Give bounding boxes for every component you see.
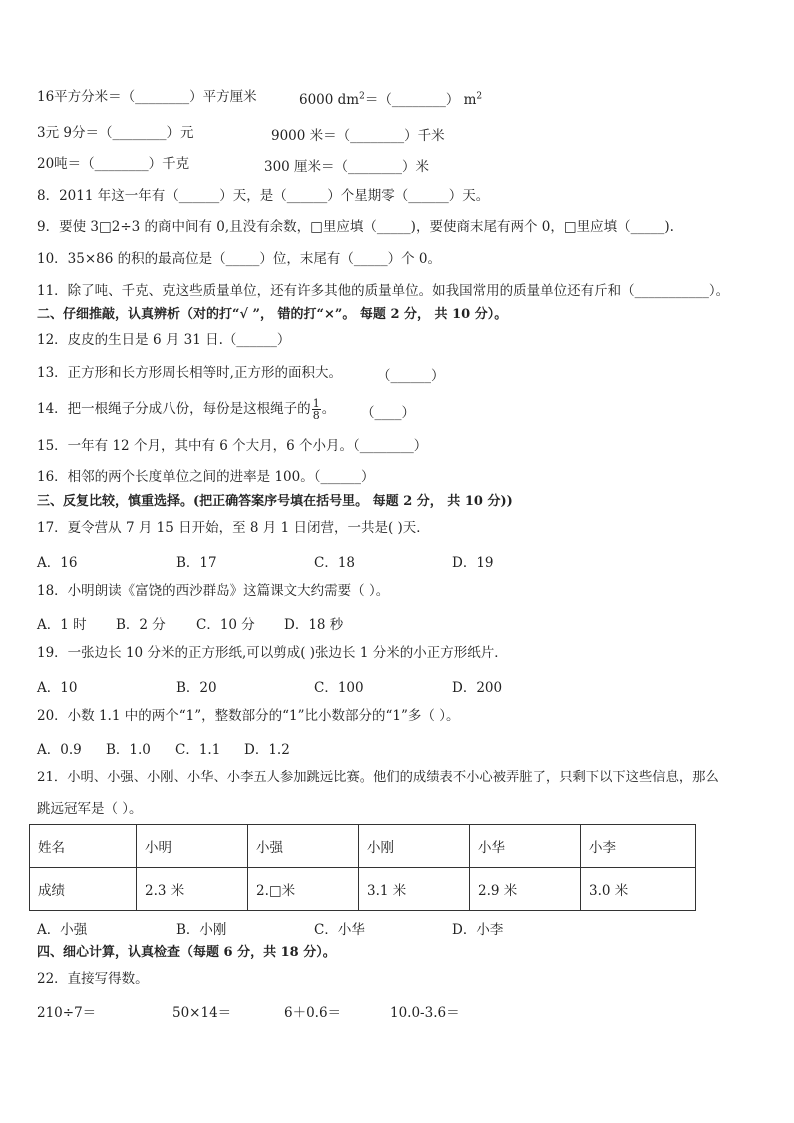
q20-option-b: B．1.0: [106, 742, 151, 758]
table-cell: 小明: [137, 825, 248, 868]
question-16: 16．相邻的两个长度单位之间的进率是 100。（______）: [37, 469, 375, 485]
q17-option-a: A．16: [37, 555, 78, 571]
table-cell: 成绩: [30, 868, 137, 911]
table-row: [30, 825, 696, 868]
table-cell: 姓名: [30, 825, 137, 868]
section-2-heading: 二、仔细推敲，认真辨析（对的打“√ ”， 错的打“×”。 每题 2 分， 共 10 分）。: [37, 307, 508, 322]
conversion-1b: 6000 $dm^2=(\_\_\_\_\_\_\_\_)$ $m^2$: [299, 91, 483, 108]
table-cell: 小李: [581, 825, 696, 868]
q20-option-a: A．0.9: [37, 742, 82, 758]
question-13: 13．正方形和长方形周长相等时,正方形的面积大。: [37, 365, 342, 381]
question-22: 22．直接写得数。: [37, 971, 149, 987]
calc-1: 210÷7＝: [37, 1005, 97, 1021]
q21-option-a: A．小强: [37, 922, 88, 938]
conversion-2b: 9000 米＝（________）千米: [271, 128, 445, 144]
calc-2: 50×14＝: [172, 1005, 232, 1021]
question-20: 20．小数 1.1 中的两个“1”，整数部分的“1”比小数部分的“1”多（ ）。: [37, 708, 460, 724]
question-11: 11．除了吨、千克、克这些质量单位，还有许多其他的质量单位。如我国常用的质量单位还有斤和（___________）。: [37, 283, 730, 299]
question-10: 10．35×86 的积的最高位是（_____）位，末尾有（_____）个 0。: [37, 251, 442, 267]
q21-option-b: B．小刚: [176, 922, 227, 938]
q17-option-b: B．17: [176, 555, 217, 571]
calc-4: 10.0-3.6＝: [390, 1005, 460, 1021]
question-8: 8．2011 年这一年有（______）天，是（______）个星期零（______）天。: [37, 188, 490, 204]
table-cell: 小华: [470, 825, 581, 868]
q21-option-c: C．小华: [314, 922, 365, 938]
table-row: [30, 868, 696, 911]
table-cell: 小刚: [359, 825, 470, 868]
score-table: [29, 824, 696, 911]
q20-option-c: C．1.1: [175, 742, 221, 758]
question-21-line-2: 跳远冠军是（ ）。: [37, 801, 143, 817]
conversion-3a: 20吨＝（________）千克: [37, 156, 190, 172]
question-9: 9．要使 3□2÷3 的商中间有 0,且没有余数，□里应填（_____)，要使商末尾有两个 0，□里应填（_____).: [37, 219, 674, 235]
q21-option-d: D．小李: [452, 922, 504, 938]
q19-option-c: C．100: [314, 680, 364, 696]
q18-option-d: D．18 秒: [284, 617, 344, 633]
question-18: 18．小明朗读《富饶的西沙群岛》这篇课文大约需要（ ）。: [37, 583, 390, 599]
q17-option-d: D．19: [452, 555, 494, 571]
q18-option-a: A．1 时: [37, 617, 87, 633]
conversion-row-2: [37, 124, 193, 142]
question-15: 15．一年有 12 个月，其中有 6 个大月，6 个小月。（________）: [37, 438, 428, 454]
table-cell: 2.9 米: [470, 868, 581, 911]
q19-option-d: D．200: [452, 680, 503, 696]
table-cell: 3.0 米: [581, 868, 696, 911]
table-cell: 2.□米: [248, 868, 359, 911]
conversion-3b: 300 厘米＝（________）米: [264, 159, 430, 175]
q18-option-b: B．2 分: [116, 617, 166, 633]
table-cell: 3.1 米: [359, 868, 470, 911]
conversion-row-3: [37, 155, 189, 173]
table-cell: 2.3 米: [137, 868, 248, 911]
question-19: 19．一张边长 10 分米的正方形纸,可以剪成( )张边长 1 分米的小正方形纸片．: [37, 645, 508, 661]
question-14-blank: （____）: [361, 405, 415, 421]
q18-option-c: C．10 分: [196, 617, 255, 633]
question-17: 17．夏令营从 7 月 15 日开始，至 8 月 1 日闭营，一共是( )天．: [37, 520, 430, 536]
question-12: 12．皮皮的生日是 6 月 31 日.（______）: [37, 332, 291, 348]
q20-option-d: D．1.2: [244, 742, 290, 758]
question-21-line-1: 21．小明、小强、小刚、小华、小李五人参加跳远比赛。他们的成绩表不小心被弄脏了，只剩下以下这些信息，那么: [37, 770, 719, 785]
fraction-one-eighth: $\frac{1}{8}$: [312, 397, 320, 422]
calc-3: 6＋0.6＝: [284, 1005, 342, 1021]
table-cell: 小强: [248, 825, 359, 868]
q19-option-b: B．20: [176, 680, 217, 696]
section-3-heading: 三、反复比较，慎重选择。(把正确答案序号填在括号里。 每题 2 分， 共 10 分)): [37, 494, 513, 509]
question-14: 14．把一根绳子分成八份，每份是这根绳子的 $\frac{1}{8}$ 。: [37, 397, 336, 422]
section-4-heading: 四、细心计算，认真检查（每题 6 分，共 18 分）。: [37, 945, 336, 960]
question-13-blank: （______）: [377, 368, 445, 384]
conversion-2a: 3元 9分＝（________）元: [37, 125, 194, 141]
q17-option-c: C．18: [314, 555, 356, 571]
conversion-row-1: [37, 88, 257, 106]
conversion-1a: 16平方分米＝（________）平方厘米: [37, 89, 257, 105]
q19-option-a: A．10: [37, 680, 78, 696]
